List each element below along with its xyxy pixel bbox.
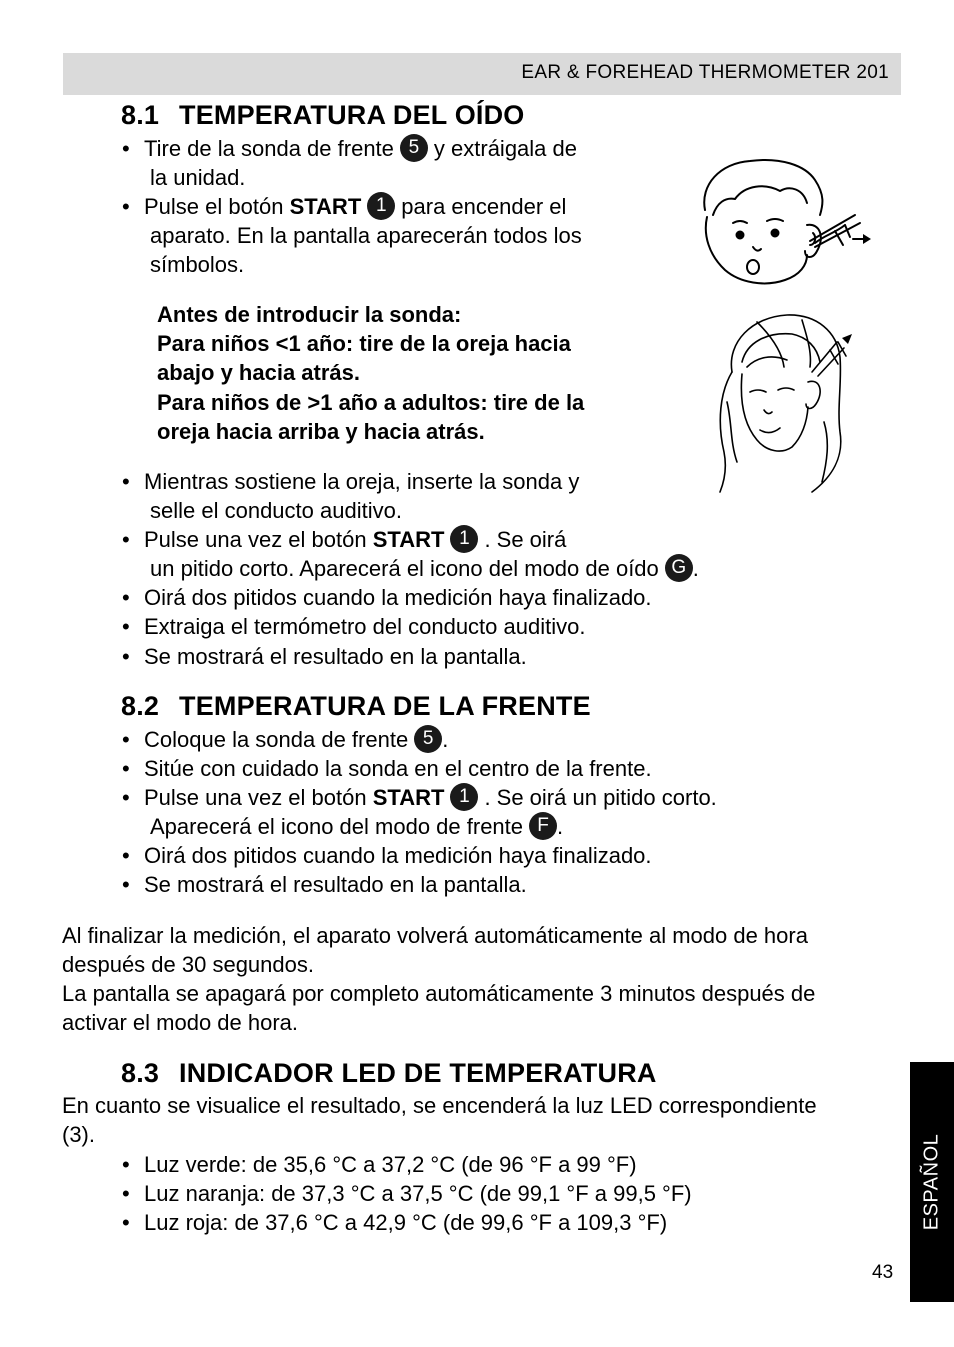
list-item: • Oirá dos pitidos cuando la medición haya finalizado. <box>122 585 652 610</box>
list-item: • Sitúe con cuidado la sonda en el centro de la frente. <box>122 756 652 781</box>
probe-5-icon: 5 <box>414 725 442 753</box>
list-item-continuation: símbolos. <box>150 252 245 277</box>
start-1-icon: 1 <box>450 783 478 811</box>
language-tab-label: ESPAÑOL <box>920 1133 943 1231</box>
list-item: • Oirá dos pitidos cuando la medición haya finalizado. <box>122 843 652 868</box>
list-item: • Luz verde: de 35,6 °C a 37,2 °C (de 96 °F a 99 °F) <box>122 1152 637 1177</box>
section-number: 8.3 <box>121 1058 160 1088</box>
start-1-icon: 1 <box>450 525 478 553</box>
list-item: • Luz naranja: de 37,3 °C a 37,5 °C (de 99,1 °F a 99,5 °F) <box>122 1181 692 1206</box>
note-line: oreja hacia arriba y hacia atrás. <box>157 419 485 444</box>
ear-mode-icon: G <box>665 554 693 582</box>
section-number: 8.2 <box>121 691 160 721</box>
note-line: Para niños <1 año: tire de la oreja hacia <box>157 331 571 356</box>
child-ear-illustration <box>695 155 875 290</box>
section-title: TEMPERATURA DEL OÍDO <box>179 100 525 130</box>
start-label: START <box>372 527 445 552</box>
list-item-continuation: aparato. En la pantalla aparecerán todos los <box>150 223 582 248</box>
language-tab <box>910 1062 954 1302</box>
page-number: 43 <box>872 1262 894 1283</box>
start-1-icon: 1 <box>367 192 395 220</box>
section-8-2-heading <box>121 691 591 722</box>
list-item: • Pulse el botón START 1 para encender el <box>122 194 567 219</box>
list-item-continuation: la unidad. <box>150 165 246 190</box>
start-label: START <box>289 194 362 219</box>
list-item-continuation: un pitido corto. Aparecerá el icono del modo de oído G . <box>150 556 699 581</box>
list-item: • Mientras sostiene la oreja, inserte la sonda y <box>122 469 580 494</box>
section-title: TEMPERATURA DE LA FRENTE <box>179 691 591 721</box>
note-line: abajo y hacia atrás. <box>157 360 360 385</box>
paragraph-line: La pantalla se apagará por completo automáticamente 3 minutos después de <box>62 981 816 1006</box>
paragraph-line: (3). <box>62 1122 95 1147</box>
forehead-mode-icon: F <box>529 812 557 840</box>
note-line: Antes de introducir la sonda: <box>157 302 462 327</box>
section-number: 8.1 <box>121 100 160 130</box>
list-item: • Extraiga el termómetro del conducto auditivo. <box>122 614 586 639</box>
list-item: • Tire de la sonda de frente 5 y extráigala de <box>122 136 577 161</box>
probe-5-icon: 5 <box>400 134 428 162</box>
section-8-3-heading <box>121 1058 657 1089</box>
list-item: • Se mostrará el resultado en la pantalla. <box>122 644 527 669</box>
header-bar <box>63 53 901 95</box>
note-line: Para niños de >1 año a adultos: tire de la <box>157 390 585 415</box>
section-title: INDICADOR LED DE TEMPERATURA <box>179 1058 657 1088</box>
section-8-1-heading <box>121 100 525 131</box>
start-label: START <box>372 785 445 810</box>
list-item: • Pulse una vez el botón START 1 . Se oirá un pitido corto. <box>122 785 717 810</box>
list-item-continuation: Aparecerá el icono del modo de frente F . <box>150 814 564 839</box>
list-item-continuation: selle el conducto auditivo. <box>150 498 402 523</box>
list-item: • Se mostrará el resultado en la pantalla. <box>122 872 527 897</box>
list-item: • Coloque la sonda de frente 5 . <box>122 727 449 752</box>
paragraph-line: Al finalizar la medición, el aparato volverá automáticamente al modo de hora <box>62 923 808 948</box>
list-item: • Pulse una vez el botón START 1 . Se oirá <box>122 527 567 552</box>
adult-ear-illustration <box>712 312 862 497</box>
paragraph-line: después de 30 segundos. <box>62 952 314 977</box>
paragraph-line: En cuanto se visualice el resultado, se encenderá la luz LED correspondiente <box>62 1093 817 1118</box>
list-item: • Luz roja: de 37,6 °C a 42,9 °C (de 99,6 °F a 109,3 °F) <box>122 1210 668 1235</box>
header-title: EAR & FOREHEAD THERMOMETER 201 <box>521 62 889 83</box>
paragraph-line: activar el modo de hora. <box>62 1010 299 1035</box>
